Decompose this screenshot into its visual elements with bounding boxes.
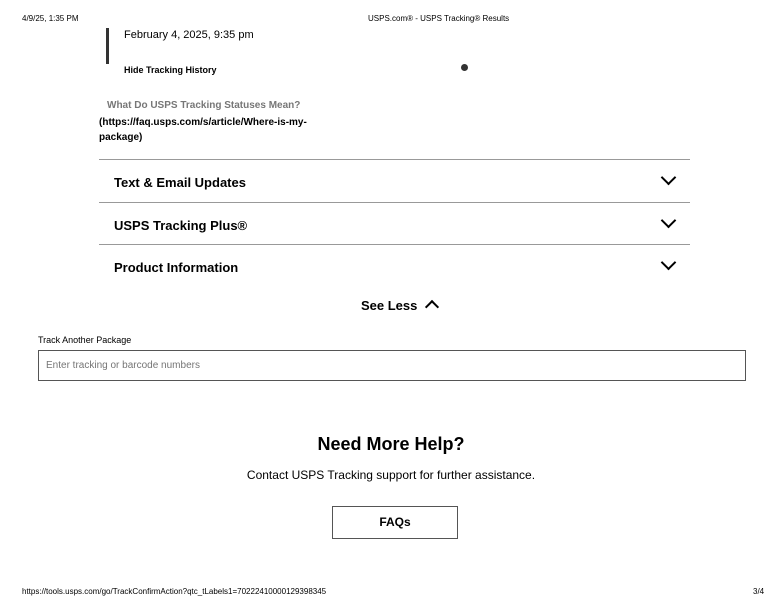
accordion-label: Product Information	[114, 260, 239, 275]
see-less-button[interactable]	[361, 298, 437, 313]
chevron-down-icon	[661, 170, 677, 186]
print-date: 4/9/25, 1:35 PM	[22, 14, 79, 23]
print-url: https://tools.usps.com/go/TrackConfirmAction?qtc_tLabels1=70222410000129398345	[22, 587, 327, 596]
accordion-product-information[interactable]	[99, 244, 690, 287]
help-text: Contact USPS Tracking support for further assistance.	[246, 468, 536, 482]
accordion-text-email-updates[interactable]	[99, 159, 690, 202]
chevron-down-icon	[661, 213, 677, 229]
chevron-down-icon	[661, 255, 677, 271]
help-title: Need More Help?	[317, 434, 465, 454]
faq-link-title[interactable]: What Do USPS Tracking Statuses Mean?	[107, 100, 301, 111]
see-less-label: See Less	[361, 298, 418, 313]
tracking-number-input[interactable]	[38, 350, 746, 381]
print-title: USPS.com® - USPS Tracking® Results	[368, 14, 510, 23]
faqs-button[interactable]: FAQs	[332, 506, 458, 539]
accordion-label: USPS Tracking Plus®	[114, 218, 248, 233]
page-number: 3/4	[753, 587, 765, 596]
dot-icon	[461, 64, 468, 71]
accordion-usps-tracking-plus[interactable]	[99, 202, 690, 245]
chevron-up-icon	[425, 300, 439, 314]
faq-link-url[interactable]: (https://faq.usps.com/s/article/Where-is-my-package)	[99, 117, 307, 143]
accordion-label: Text & Email Updates	[114, 175, 246, 190]
event-time: February 4, 2025, 9:35 pm	[124, 29, 254, 41]
track-another-label: Track Another Package	[38, 335, 132, 345]
timeline-bar	[106, 28, 109, 64]
hide-tracking-history-link[interactable]: Hide Tracking History	[124, 65, 217, 75]
